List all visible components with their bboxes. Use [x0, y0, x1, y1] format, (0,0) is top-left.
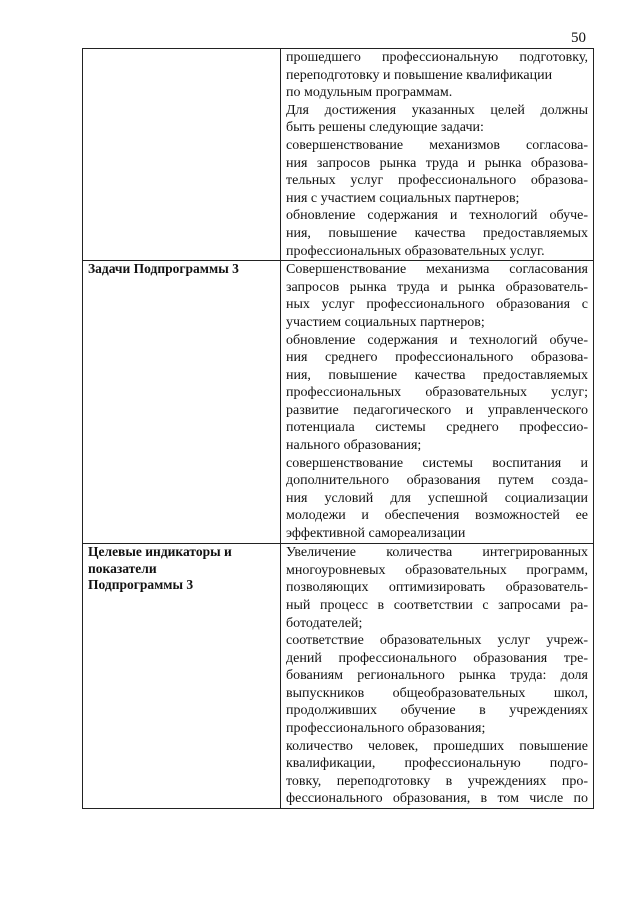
text-line: квалификации, профессиональную подго-	[286, 756, 588, 772]
text-line: по модульным программам.	[286, 85, 453, 101]
text-line: Увеличение количества интегрированных	[286, 545, 588, 561]
row-label-cell	[83, 544, 281, 809]
text-line: ния с участием социальных партнеров;	[286, 190, 520, 206]
text-line: обновление содержания и технологий обуче-	[286, 208, 588, 224]
text-line: товку, переподготовку в учреждениях про-	[286, 773, 588, 789]
text-line: эффективной самореализации	[286, 526, 466, 542]
text-line: многоуровневых образовательных программ,	[286, 562, 588, 578]
text-line: ный процесс в соответствии с запросами ра-	[286, 597, 588, 613]
row-label: Задачи Подпрограммы 3	[88, 261, 239, 277]
text-line: Совершенствование механизма согласования	[286, 262, 588, 278]
text-line: профессиональных образовательных услуг.	[286, 243, 545, 259]
text-line: молодежи и обеспечения возможностей ее	[286, 508, 588, 524]
text-line: Для достижения указанных целей должны	[286, 102, 588, 118]
text-line: совершенствование механизмов согласова-	[286, 137, 588, 153]
row-label-cell	[83, 49, 281, 261]
text-line: ния, повышение качества предоставляемых	[286, 367, 588, 383]
text-line: профессиональных образовательных услуг;	[286, 385, 588, 401]
text-line: дополнительного образования путем созда-	[286, 473, 588, 489]
text-line: ния запросов рынка труда и рынка образова-	[286, 155, 588, 171]
text-line: участием социальных партнеров;	[286, 314, 485, 330]
text-line: ния условий для успешной социализации	[286, 490, 588, 506]
text-line: обновление содержания и технологий обуче-	[286, 332, 588, 348]
row-label: Подпрограммы 3	[88, 577, 194, 593]
row-label: показатели	[88, 560, 157, 576]
text-line: запросов рынка труда и рынка образователь-	[286, 279, 588, 295]
text-line: ных услуг профессионального образования с	[286, 297, 588, 313]
text-line: профессионального образования;	[286, 721, 486, 737]
text-line: прошедшего профессиональную подготовку,	[286, 50, 588, 65]
text-line: позволяющих оптимизировать образователь-	[286, 580, 588, 596]
table-row	[83, 49, 594, 261]
text-line: нального образования;	[286, 438, 422, 454]
text-line: дений профессионального образования тре-	[286, 650, 588, 666]
text-line: фессионального образования, в том числе по	[286, 791, 588, 807]
page-number: 50	[571, 30, 586, 46]
row-label: Целевые индикаторы и	[88, 544, 232, 560]
row-label-cell	[83, 261, 281, 544]
table-row	[83, 261, 594, 544]
row-content-cell	[281, 49, 594, 261]
row-content-cell	[281, 544, 594, 809]
text-line: ботодателей;	[286, 615, 363, 631]
text-line: развитие педагогического и управленческого	[286, 402, 588, 418]
text-line: бованиям регионального рынка труда: доля	[286, 668, 588, 684]
text-line: переподготовку и повышение квалификации	[286, 67, 553, 83]
text-line: выпускников общеобразовательных школ,	[286, 685, 588, 701]
row-content-cell	[281, 261, 594, 544]
text-line: продолживших обучение в учреждениях	[286, 703, 588, 719]
text-line: тельных услуг профессионального образова-	[286, 173, 588, 189]
text-line: ния, повышение качества предоставляемых	[286, 225, 588, 241]
table-row	[83, 544, 594, 809]
text-line: ния среднего профессионального образова-	[286, 350, 588, 366]
text-line: совершенствование системы воспитания и	[286, 455, 588, 471]
text-line: соответствие образовательных услуг учреж-	[286, 633, 588, 649]
text-line: быть решены следующие задачи:	[286, 120, 484, 136]
text-line: потенциала системы среднего профессио-	[286, 420, 588, 436]
program-table	[82, 48, 594, 809]
text-line: количество человек, прошедших повышение	[286, 738, 588, 754]
